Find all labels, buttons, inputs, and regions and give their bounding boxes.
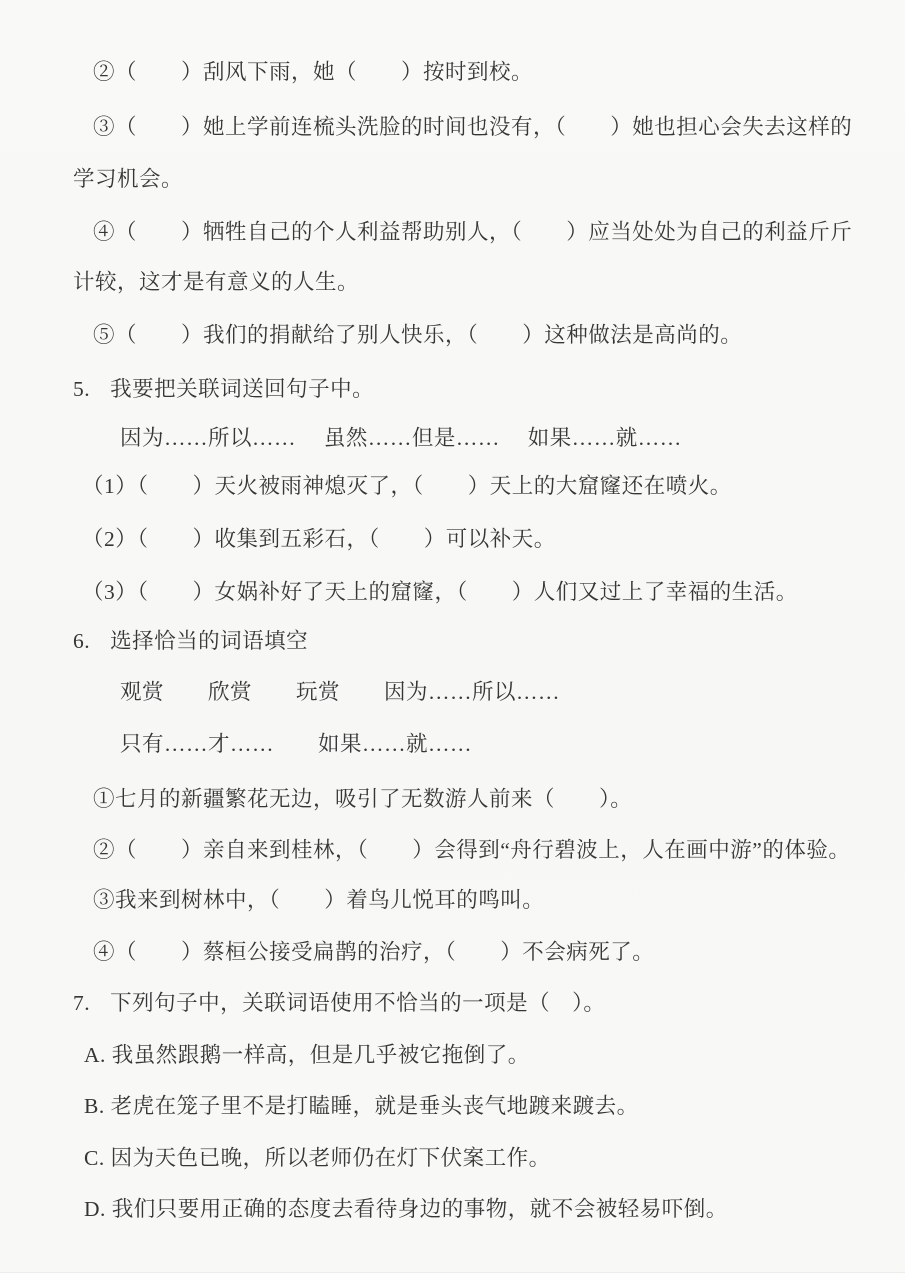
q6-word-bank-line2: 只有……才…… 如果……就……	[120, 732, 473, 756]
q5-item-2: （2）（ ）收集到五彩石，（ ）可以补天。	[82, 527, 556, 551]
q5-prompt: 我要把关联词送回句子中。	[110, 377, 375, 401]
q6-word-bank-line1: 观赏 欣赏 玩赏 因为……所以……	[120, 680, 561, 704]
q7-option-a: A. 我虽然跟鹅一样高，但是几乎被它拖倒了。	[84, 1043, 530, 1067]
q7-option-d: D. 我们只要用正确的态度去看待身边的事物，就不会被轻易吓倒。	[84, 1197, 728, 1221]
q6-prompt: 选择恰当的词语填空	[110, 629, 309, 653]
q7-option-b: B. 老虎在笼子里不是打瞌睡，就是垂头丧气地踱来踱去。	[84, 1094, 639, 1118]
q5-item-1: （1）（ ）天火被雨神熄灭了，（ ）天上的大窟窿还在喷火。	[82, 474, 732, 498]
q4-item-4: ④（ ）牺牲自己的个人利益帮助别人，（ ）应当处处为自己的利益斤斤	[93, 220, 853, 244]
q7-number: 7.	[73, 991, 91, 1015]
q5-item-3: （3）（ ）女娲补好了天上的窟窿，（ ）人们又过上了幸福的生活。	[82, 580, 798, 604]
q5-number: 5.	[73, 377, 91, 401]
q6-item-1: ①七月的新疆繁花无边，吸引了无数游人前来（ ）。	[93, 787, 633, 811]
q7-header	[73, 989, 605, 1017]
q4-item-5: ⑤（ ）我们的捐献给了别人快乐，（ ）这种做法是高尚的。	[93, 323, 743, 347]
q6-item-2: ②（ ）亲自来到桂林，（ ）会得到“舟行碧波上，人在画中游”的体验。	[93, 838, 851, 862]
q4-item-3: ③（ ）她上学前连梳头洗脸的时间也没有，（ ）她也担心会失去这样的	[93, 115, 853, 139]
q5-word-bank: 因为……所以…… 虽然……但是…… 如果……就……	[120, 426, 682, 450]
q4-item-4-continuation: 计较，这才是有意义的人生。	[73, 270, 360, 294]
q6-number: 6.	[73, 629, 91, 653]
q6-header	[73, 627, 308, 655]
q4-item-2: ②（ ）刮风下雨，她（ ）按时到校。	[93, 60, 534, 84]
q4-item-3-continuation: 学习机会。	[73, 167, 184, 191]
q6-item-3: ③我来到树林中，（ ）着鸟儿悦耳的鸣叫。	[93, 888, 545, 912]
q7-prompt: 下列句子中，关联词语使用不恰当的一项是（ ）。	[110, 991, 606, 1015]
q6-item-4: ④（ ）蔡桓公接受扁鹊的治疗，（ ）不会病死了。	[93, 940, 655, 964]
page-bottom-edge	[0, 1272, 905, 1280]
q7-option-c: C. 因为天色已晚，所以老师仍在灯下伏案工作。	[84, 1146, 551, 1170]
q5-header	[73, 375, 374, 403]
